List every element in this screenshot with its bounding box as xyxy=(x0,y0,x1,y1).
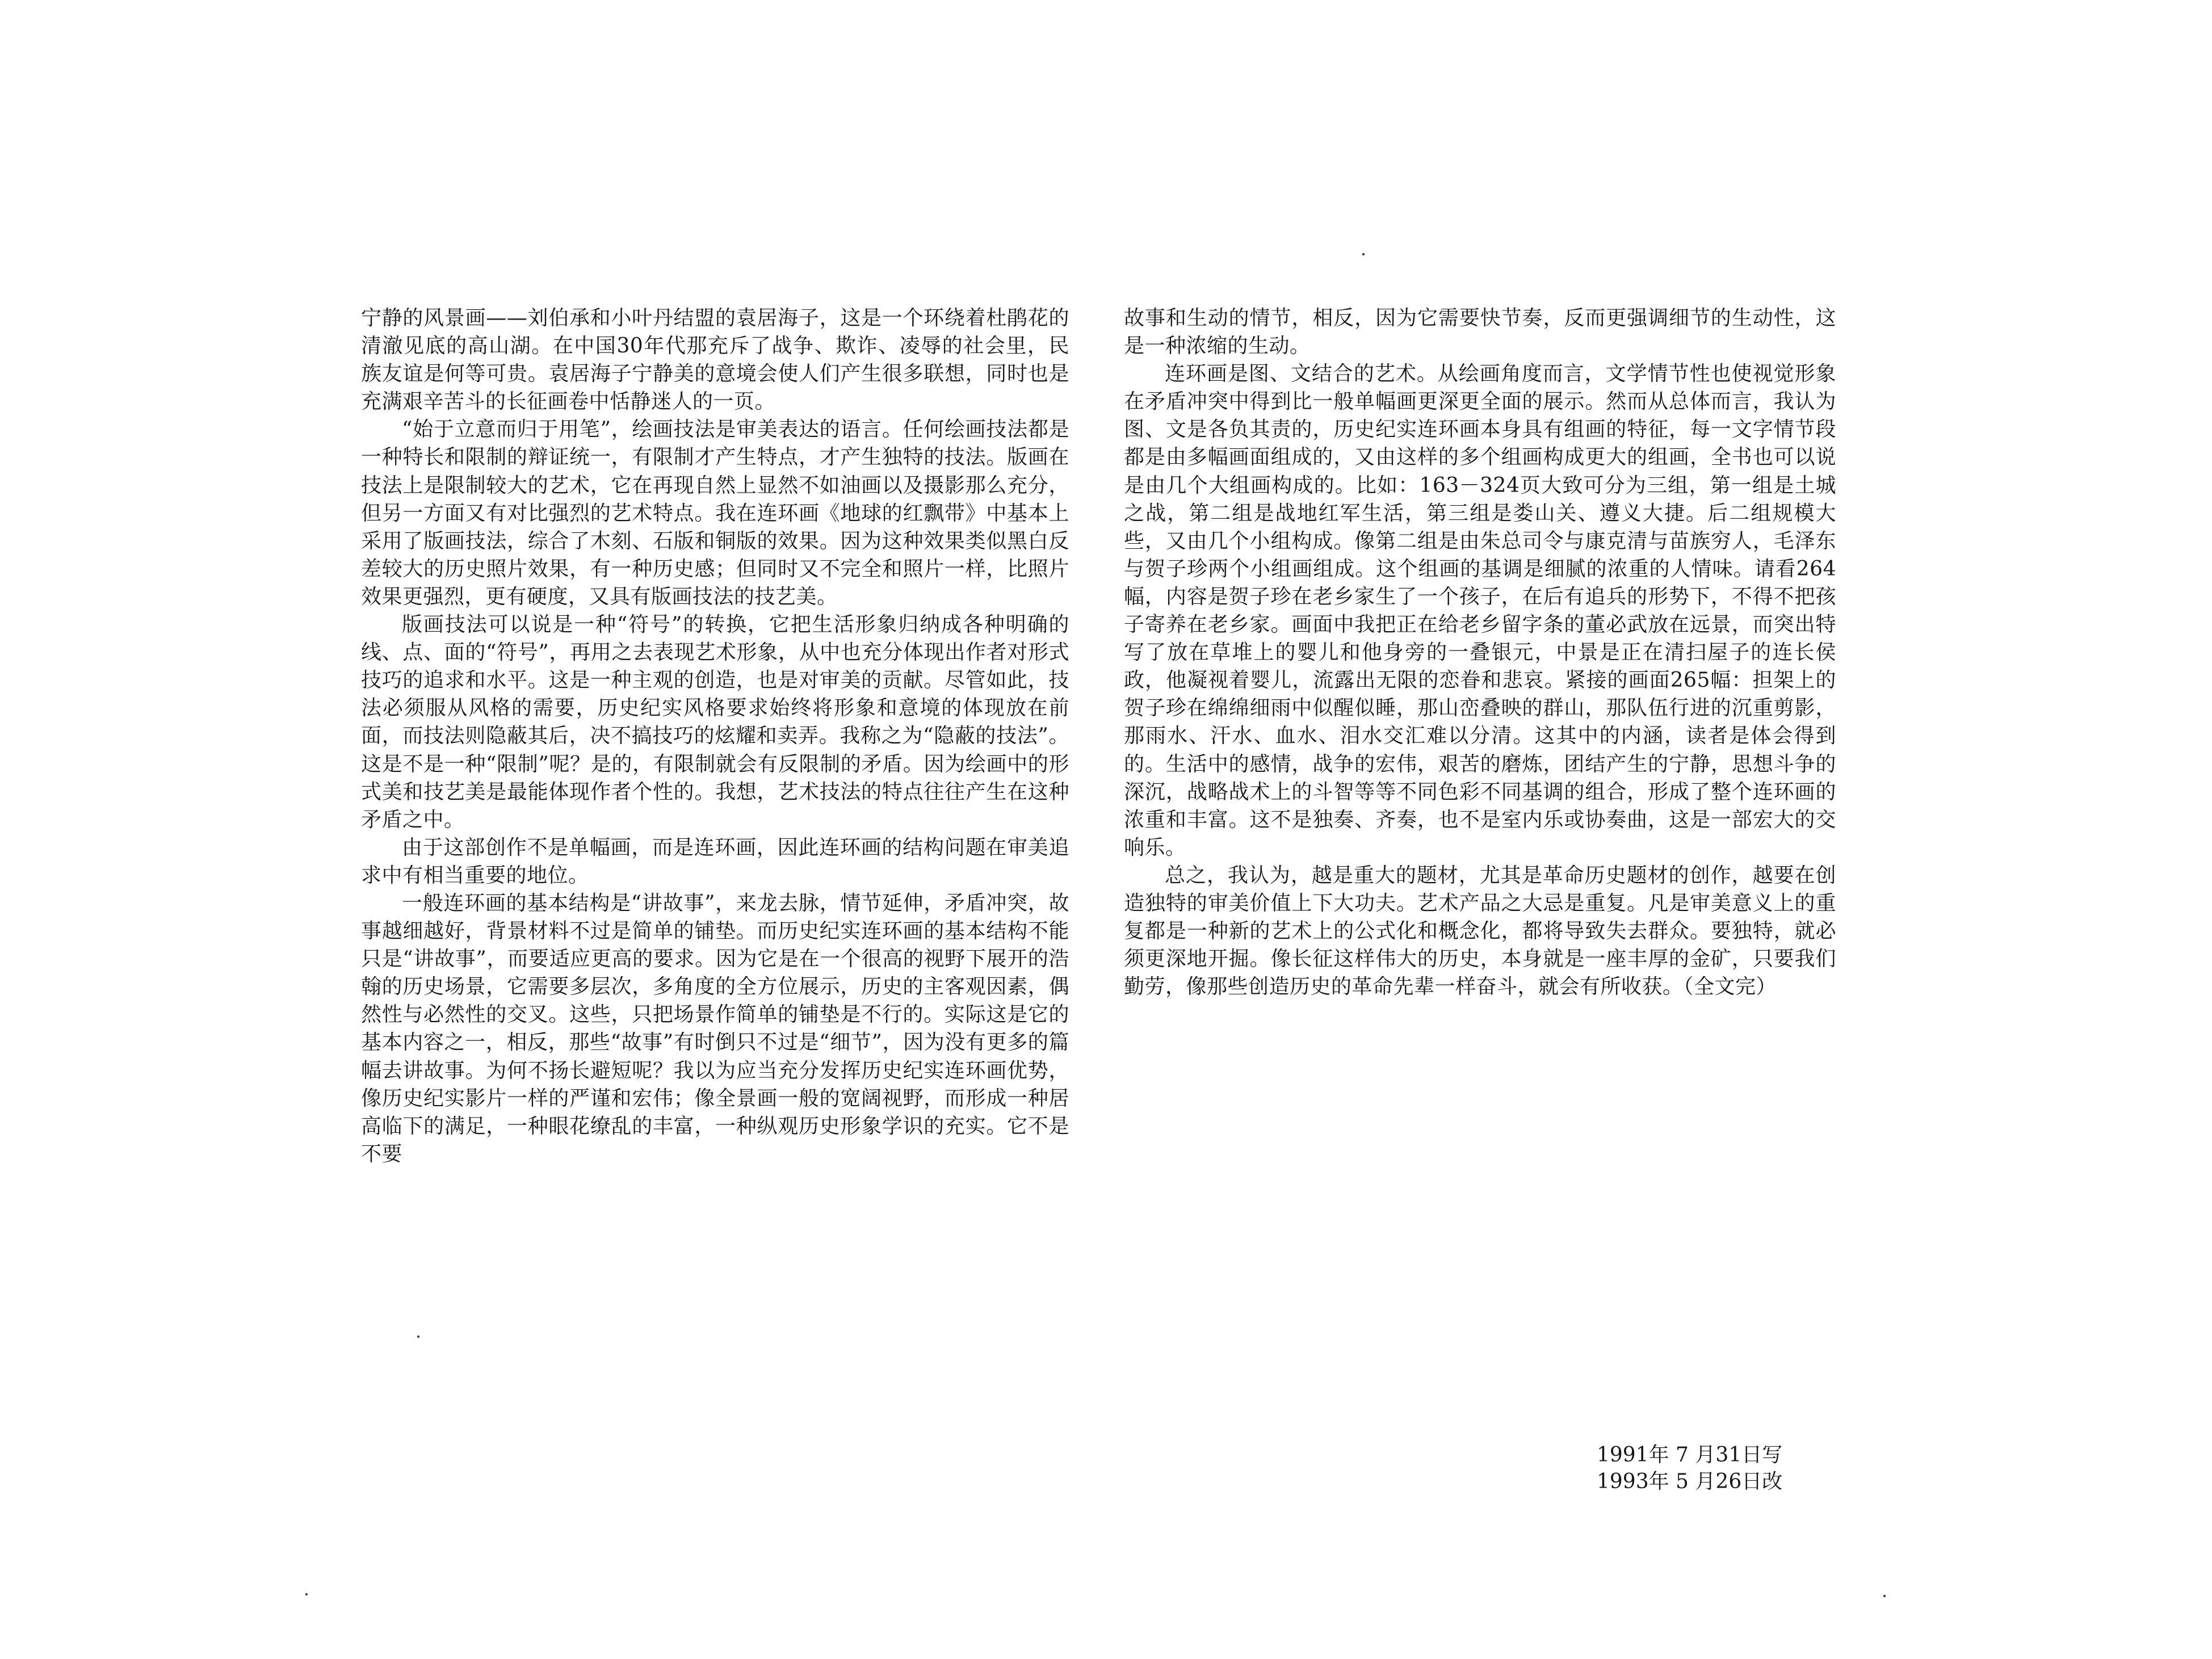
scan-speck xyxy=(305,1593,308,1595)
paragraph: 连环画是图、文结合的艺术。从绘画角度而言，文学情节性也使视觉形象在矛盾冲突中得到比一般单幅画更深更全面的展示。然而从总体而言，我认为图、文是各负其责的，历史纪实连环画本身具有组画的特征，每一文字情节段都是由多幅画面组成的，又由这样的多个组画构成更大的组画，全书也可以说是由几个大组画构成的。比如：163－324页大致可分为三组，第一组是土城之战，第二组是战地红军生活，第三组是娄山关、遵义大捷。后二组规模大些，又由几个小组构成。像第二组是由朱总司令与康克清与苗族穷人，毛泽东与贺子珍两个小组画组成。这个组画的基调是细腻的浓重的人情味。请看264幅，内容是贺子珍在老乡家生了一个孩子，在后有追兵的形势下，不得不把孩子寄养在老乡家。画面中我把正在给老乡留字条的董必武放在远景，而突出特写了放在草堆上的婴儿和他身旁的一叠银元，中景是正在清扫屋子的连长侯政，他凝视着婴儿，流露出无限的恋眷和悲哀。紧接的画面265幅：担架上的贺子珍在绵绵细雨中似醒似睡，那山峦叠映的群山，那队伍行进的沉重剪影，那雨水、汗水、血水、泪水交汇难以分清。这其中的内涵，读者是体会得到的。生活中的感情，战争的宏伟，艰苦的磨炼，团结产生的宁静，思想斗争的深沉，战略战术上的斗智等等不同色彩不同基调的组合，形成了整个连环画的浓重和丰富。这不是独奏、齐奏，也不是室内乐或协奏曲，这是一部宏大的交响乐。 xyxy=(1124,362,1836,859)
paragraph: 一般连环画的基本结构是“讲故事”，来龙去脉，情节延伸，矛盾冲突，故事越细越好，背景材料不过是简单的铺垫。而历史纪实连环画的基本结构不能只是“讲故事”，而要适应更高的要求。因为它是在一个很高的视野下展开的浩翰的历史场景，它需要多层次，多角度的全方位展示，历史的主客观因素，偶然性与必然性的交叉。这些，只把场景作简单的铺垫是不行的。实际这是它的基本内容之一，相反，那些“故事”有时倒只不过是“细节”，因为没有更多的篇幅去讲故事。为何不扬长避短呢？我以为应当充分发挥历史纪实连环画优势，像历史纪实影片一样的严谨和宏伟；像全景画一般的宽阔视野，而形成一种居高临下的满足，一种眼花缭乱的丰富，一种纵观历史形象学识的充实。它不是不要 xyxy=(361,891,1069,1166)
paragraph: 由于这部创作不是单幅画，而是连环画，因此连环画的结构问题在审美追求中有相当重要的地位。 xyxy=(361,835,1069,887)
scan-speck xyxy=(1362,253,1365,255)
date-signoff xyxy=(1597,1442,1782,1495)
written-date: 1991年 7 月31日写 xyxy=(1597,1443,1783,1467)
paragraph: 宁静的风景画——刘伯承和小叶丹结盟的袁居海子，这是一个环绕着杜鹃花的清澈见底的高山湖。在中国30年代那充斥了战争、欺诈、凌辱的社会里，民族友谊是何等可贵。袁居海子宁静美的意境会使人们产生很多联想，同时也是充满艰辛苦斗的长征画卷中恬静迷人的一页。 xyxy=(361,306,1069,414)
paragraph: 总之，我认为，越是重大的题材，尤其是革命历史题材的创作，越要在创造独特的审美价值上下大功夫。艺术产品之大忌是重复。凡是审美意义上的重复都是一种新的艺术上的公式化和概念化，都将导致失去群众。要独特，就必须更深地开掘。像长征这样伟大的历史，本身就是一座丰厚的金矿，只要我们勤劳，像那些创造历史的革命先辈一样奋斗，就会有所收获。（全文完） xyxy=(1124,863,1836,999)
right-text-column xyxy=(1124,304,1836,1001)
scan-speck xyxy=(1883,1595,1886,1597)
paragraph: 故事和生动的情节，相反，因为它需要快节奏，反而更强调细节的生动性，这是一种浓缩的生动。 xyxy=(1124,306,1836,358)
scan-speck xyxy=(417,1335,419,1338)
left-text-column xyxy=(361,304,1069,1168)
paragraph: 版画技法可以说是一种“符号”的转换，它把生活形象归纳成各种明确的线、点、面的“符号”，再用之去表现艺术形象，从中也充分体现出作者对形式技巧的追求和水平。这是一种主观的创造，也是对审美的贡献。尽管如此，技法必须服从风格的需要，历史纪实风格要求始终将形象和意境的体现放在前面，而技法则隐蔽其后，决不搞技巧的炫耀和卖弄。我称之为“隐蔽的技法”。这是不是一种“限制”呢？是的，有限制就会有反限制的矛盾。因为绘画中的形式美和技艺美是最能体现作者个性的。我想，艺术技法的特点往往产生在这种矛盾之中。 xyxy=(361,613,1069,831)
revised-date: 1993年 5 月26日改 xyxy=(1597,1470,1783,1493)
paragraph: “始于立意而归于用笔”，绘画技法是审美表达的语言。任何绘画技法都是一种特长和限制的辩证统一，有限制才产生特点，才产生独特的技法。版画在技法上是限制较大的艺术，它在再现自然上显然不如油画以及摄影那么充分，但另一方面又有对比强烈的艺术特点。我在连环画《地球的红飘带》中基本上采用了版画技法，综合了木刻、石版和铜版的效果。因为这种效果类似黑白反差较大的历史照片效果，有一种历史感；但同时又不完全和照片一样，比照片效果更强烈，更有硬度，又具有版画技法的技艺美。 xyxy=(361,418,1069,608)
